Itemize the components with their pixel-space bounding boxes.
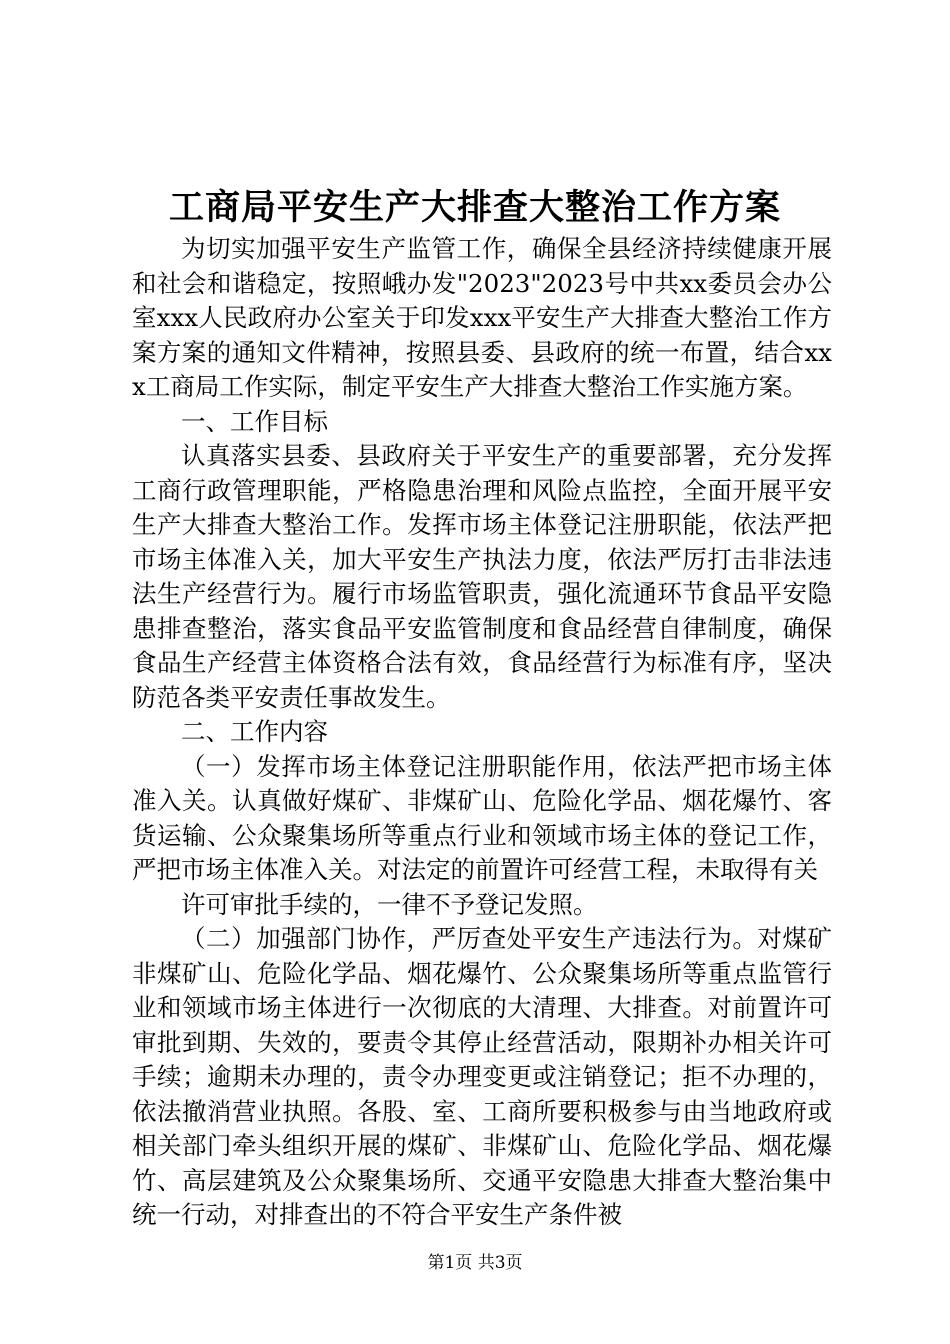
intro-paragraph: 为切实加强平安生产监管工作，确保全县经济持续健康开展和社会和谐稳定，按照峨办发"2023"2023号中共xx委员会办公室xxx人民政府办公室关于印发xxx平安生产大排查大整治工作方案方案的通知文件精神，按照县委、县政府的统一布置，结合xxx工商局工作实际，制定平安生产大排查大整治工作实施方案。: [132, 234, 832, 401]
document-title: 工商局平安生产大排查大整治工作方案: [168, 187, 781, 228]
content-paragraph-1-continued: 许可审批手续的，一律不予登记发照。: [181, 889, 598, 919]
section-heading-goals: 一、工作目标: [181, 406, 328, 436]
content-paragraph-2: （二）加强部门协作，严厉查处平安生产违法行为。对煤矿非煤矿山、危险化学品、烟花爆竹、公众聚集场所等重点监管行业和领域市场主体进行一次彻底的大清理、大排查。对前置许可审批到期、失效的，要责令其停止经营活动，限期补办相关许可手续；逾期未办理的，责令办理变更或注销登记；拒不办理的，依法撤消营业执照。各股、室、工商所要积极参与由当地政府或相关部门牵头组织开展的煤矿、非煤矿山、危险化学品、烟花爆竹、高层建筑及公众聚集场所、交通平安隐患大排查大整治集中统一行动，对排查出的不符合平安生产条件被: [132, 924, 832, 1229]
content-paragraph-1: （一）发挥市场主体登记注册职能作用，依法严把市场主体准入关。认真做好煤矿、非煤矿山、危险化学品、烟花爆竹、客货运输、公众聚集场所等重点行业和领域市场主体的登记工作，严把市场主体准入关。对法定的前置许可经营工程，未取得有关: [132, 751, 832, 884]
document-body: [132, 232, 832, 1233]
section-heading-content: 二、工作内容: [181, 717, 328, 746]
goals-paragraph: 认真落实县委、县政府关于平安生产的重要部署，充分发挥工商行政管理职能，严格隐患治理和风险点监控，全面开展平安生产大排查大整治工作。发挥市场主体登记注册职能，依法严把市场主体准入关，加大平安生产执法力度，依法严厉打击非法违法生产经营行为。履行市场监管职责，强化流通环节食品平安隐患排查整治，落实食品平安监管制度和食品经营自律制度，确保食品生产经营主体资格合法有效，食品经营行为标准有序，坚决防范各类平安责任事故发生。: [132, 441, 832, 712]
page-footer: 第1页 共3页: [427, 1253, 523, 1273]
